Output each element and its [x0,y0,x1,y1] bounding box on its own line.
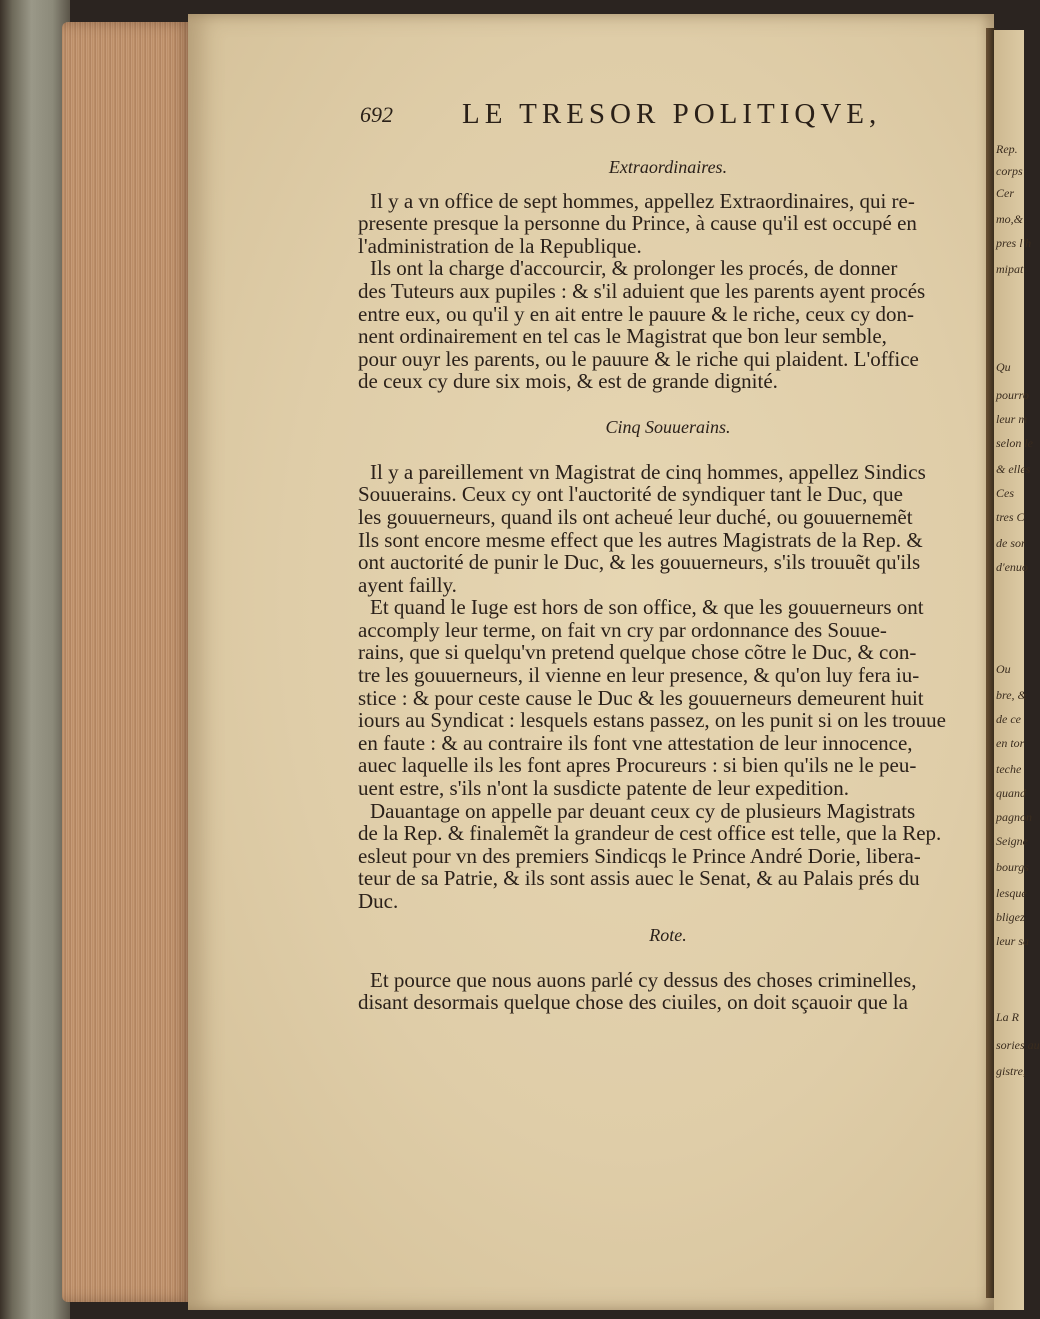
margin-fragment: de sor [996,536,1026,550]
margin-fragment: selon le [996,436,1033,450]
text-line: disant desormais quelque chose des ciuiles, on doit sçauoir que la [358,990,908,1015]
text-line: nent ordinairement en tel cas le Magistrat que bon leur semble, [358,324,887,349]
adjacent-page-strip [994,30,1040,1310]
margin-fragment: en tor [996,736,1025,750]
section-heading-rote: Rote. [649,924,687,945]
text-line: en faute : & au contraire ils font vne attestation de leur innocence, [358,730,913,755]
margin-fragment: Seigne [996,834,1028,848]
text-line: Et quand le Iuge est hors de son office, & que les gouuerneurs ont [370,595,924,620]
margin-fragment: La R [996,1010,1020,1024]
margin-fragment: & elles [996,462,1031,476]
margin-fragment: sories au [996,1038,1040,1052]
text-line: Il y a pareillement vn Magistrat de cinq hommes, appellez Sindics [370,459,926,484]
text-line: tre les gouuerneurs, il vienne en leur presence, & qu'on luy fera iu- [358,663,920,688]
margin-fragment: Ces [996,486,1014,500]
text-line: auec laquelle ils les font apres Procureurs : si bien qu'ils ne le peu- [358,753,917,778]
text-line: Dauantage on appelle par deuant ceux cy de plusieurs Magistrats [370,798,916,823]
text-line: de ceux cy dure six mois, & est de grande dignité. [358,369,778,394]
margin-fragment: mipat [996,262,1024,276]
margin-fragment: teche [996,762,1022,776]
running-title: LE TRESOR POLITIQVE, [462,98,882,130]
text-line: des Tuteurs aux pupiles : & s'il aduient que les parents ayent procés [358,278,926,303]
section-heading-extraordinaires: Extraordinaires. [608,157,728,177]
section-heading-cinq-souuerains: Cinq Souuerains. [605,416,731,437]
book-cover-edge [0,0,70,1319]
text-line: pour ouyr les parents, ou le pauure & le riche qui plaident. L'office [358,346,919,371]
body-text [358,156,978,1014]
text-line: Souuerains. Ceux cy ont l'auctorité de syndiquer tant le Duc, que [358,482,903,507]
margin-fragment: mo,& [996,212,1023,226]
text-line: accomply leur terme, on fait vn cry par ordonnance des Souue- [358,617,887,642]
margin-fragment: Ou [996,662,1011,676]
margin-fragment: quand [996,786,1026,800]
text-line: Ils sont encore mesme effect que les autres Magistrats de la Rep. & [358,527,923,552]
text-line: rains, que si quelqu'vn pretend quelque chose cõtre le Duc, & con- [358,640,917,665]
page-header [360,98,900,138]
text-line: entre eux, ou qu'il y en ait entre le pauure & le riche, ceux cy don- [358,301,914,326]
margin-fragment: leur sa [996,934,1029,948]
text-line: uent estre, s'ils n'ont la susdicte patente de leur expedition. [358,776,850,801]
text-line: l'administration de la Republique. [358,233,642,258]
text-line: stice : & pour ceste cause le Duc & les gouuerneurs demeurent huit [358,685,924,710]
margin-fragment: Cer [996,186,1014,200]
margin-fragment: leur m [996,412,1027,426]
text-line: Ils ont la charge d'accourcir, & prolonger les procés, de donner [370,256,898,281]
margin-fragment: d'enuo [996,560,1028,574]
margin-fragment: lesque [996,886,1027,900]
text-line: Il y a vn office de sept hommes, appellez Extraordinaires, qui re- [370,188,915,213]
page-block-edges [62,22,194,1302]
margin-fragment: Rep. [996,142,1018,156]
text-line: Duc. [358,889,399,913]
margin-fragment: corps [996,164,1023,178]
text-line: de la Rep. & finalemẽt la grandeur de cest office est telle, que la Rep. [358,821,942,846]
text-line: Et pource que nous auons parlé cy dessus des choses criminelles, [370,967,917,992]
margin-fragment: bligez [996,910,1025,924]
text-line: teur de sa Patrie, & ils sont assis auec le Senat, & au Palais prés du [358,866,920,891]
page-number: 692 [360,102,393,127]
text-line: presente presque la personne du Prince, à cause qu'il est occupé en [358,211,917,236]
margin-fragment: pagnon [996,810,1032,824]
text-line: ayent failly. [358,572,457,597]
margin-fragment: tres C [996,510,1025,524]
margin-fragment: de ce [996,712,1021,726]
margin-fragment: pres l'h [996,236,1032,250]
margin-fragment: gistre, [996,1064,1026,1078]
text-line: esleut pour vn des premiers Sindicqs le Prince André Dorie, libera- [358,843,921,868]
margin-fragment: bourgs [996,860,1029,874]
text-line: iours au Syndicat : lesquels estans passez, on les punit si on les trouue [358,708,946,733]
margin-fragment: bre, & [996,688,1027,702]
text-line: les gouuerneurs, quand ils ont acheué leur duché, ou gouuernemẽt [358,504,913,529]
margin-fragment: pourro [996,388,1029,402]
text-line: ont auctorité de punir le Duc, & les gouuerneurs, s'ils trouuẽt qu'ils [358,550,921,575]
margin-fragment: Qu [996,360,1011,374]
